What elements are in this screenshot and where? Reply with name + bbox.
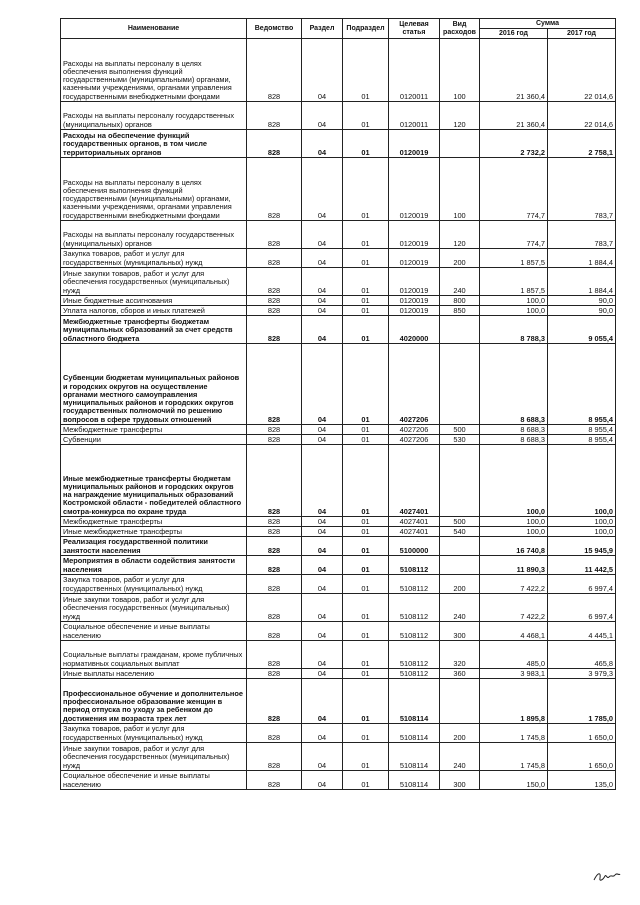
header-expense-type: Вид расходов (440, 19, 480, 39)
table-row (61, 575, 616, 594)
row-expense-type: 500 (440, 425, 480, 435)
row-ministry: 828 (247, 102, 302, 130)
row-sum-2017: 1 884,4 (548, 268, 616, 296)
row-target-article: 5108112 (389, 669, 440, 679)
table-row (61, 622, 616, 641)
row-section: 04 (302, 130, 343, 158)
row-expense-type: 240 (440, 743, 480, 771)
table-row (61, 316, 616, 344)
header-year-2017: 2017 год (548, 29, 616, 39)
row-sum-2016: 485,0 (480, 641, 548, 669)
row-sum-2017: 6 997,4 (548, 575, 616, 594)
row-sum-2016: 100,0 (480, 296, 548, 306)
row-target-article: 5108112 (389, 641, 440, 669)
table-row (61, 537, 616, 556)
row-name: Уплата налогов, сборов и иных платежей (61, 306, 247, 316)
row-name: Межбюджетные трансферты (61, 425, 247, 435)
row-target-article: 5108112 (389, 575, 440, 594)
row-sum-2016: 8 688,3 (480, 344, 548, 425)
row-name: Межбюджетные трансферты бюджетам муниципальных образований за счет средств областного бюджета (61, 316, 247, 344)
row-name: Иные закупки товаров, работ и услуг для обеспечения государственных (муниципальных) нужд (61, 594, 247, 622)
row-target-article: 5108114 (389, 679, 440, 724)
row-target-article: 5100000 (389, 537, 440, 556)
row-sum-2017: 4 445,1 (548, 622, 616, 641)
row-name: Межбюджетные трансферты (61, 517, 247, 527)
table-row (61, 296, 616, 306)
row-target-article: 0120019 (389, 221, 440, 249)
row-subsection: 01 (343, 724, 389, 743)
table-row (61, 268, 616, 296)
row-target-article: 4027206 (389, 344, 440, 425)
row-ministry: 828 (247, 575, 302, 594)
row-sum-2017: 8 955,4 (548, 425, 616, 435)
row-expense-type (440, 679, 480, 724)
row-name: Субвенции (61, 435, 247, 445)
row-sum-2017: 2 758,1 (548, 130, 616, 158)
row-ministry: 828 (247, 306, 302, 316)
row-subsection: 01 (343, 102, 389, 130)
row-expense-type (440, 445, 480, 517)
row-subsection: 01 (343, 669, 389, 679)
row-sum-2016: 21 360,4 (480, 39, 548, 102)
row-name: Иные выплаты населению (61, 669, 247, 679)
row-name: Социальное обеспечение и иные выплаты населению (61, 622, 247, 641)
row-name: Иные межбюджетные трансферты бюджетам муниципальных районов и городских округов на награждение муниципальных образований Костромской области - победителей областного смотра-конкурса по охране труда (61, 445, 247, 517)
row-name: Реализация государственной политики занятости населения (61, 537, 247, 556)
row-sum-2016: 1 857,5 (480, 268, 548, 296)
row-subsection: 01 (343, 316, 389, 344)
row-section: 04 (302, 296, 343, 306)
row-expense-type (440, 130, 480, 158)
row-ministry: 828 (247, 39, 302, 102)
row-name: Мероприятия в области содействия занятости населения (61, 556, 247, 575)
table-row (61, 669, 616, 679)
row-name: Расходы на выплаты персоналу в целях обеспечения выполнения функций государственными (муниципальными) органами, казенными учреждениями, органами управления государственными внебюджетными фондами (61, 158, 247, 221)
row-sum-2016: 4 468,1 (480, 622, 548, 641)
row-target-article: 5108114 (389, 771, 440, 790)
row-ministry: 828 (247, 158, 302, 221)
row-target-article: 4027206 (389, 425, 440, 435)
row-target-article: 5108112 (389, 594, 440, 622)
row-expense-type: 360 (440, 669, 480, 679)
row-ministry: 828 (247, 249, 302, 268)
row-subsection: 01 (343, 306, 389, 316)
row-name: Расходы на выплаты персоналу в целях обеспечения выполнения функций государственными (муниципальными) органами, казенными учреждениями, органами управления государственными внебюджетными фондами (61, 39, 247, 102)
row-sum-2017: 1 650,0 (548, 743, 616, 771)
row-sum-2016: 1 857,5 (480, 249, 548, 268)
header-name: Наименование (61, 19, 247, 39)
row-sum-2016: 100,0 (480, 306, 548, 316)
row-sum-2016: 774,7 (480, 158, 548, 221)
row-sum-2017: 22 014,6 (548, 39, 616, 102)
row-ministry: 828 (247, 425, 302, 435)
table-row (61, 130, 616, 158)
row-ministry: 828 (247, 669, 302, 679)
row-subsection: 01 (343, 296, 389, 306)
table-row (61, 594, 616, 622)
row-section: 04 (302, 268, 343, 296)
row-sum-2016: 100,0 (480, 527, 548, 537)
table-row (61, 527, 616, 537)
row-sum-2017: 100,0 (548, 517, 616, 527)
header-section: Раздел (302, 19, 343, 39)
row-subsection: 01 (343, 641, 389, 669)
row-section: 04 (302, 39, 343, 102)
row-subsection: 01 (343, 771, 389, 790)
row-section: 04 (302, 445, 343, 517)
row-sum-2016: 11 890,3 (480, 556, 548, 575)
row-expense-type: 200 (440, 249, 480, 268)
row-subsection: 01 (343, 743, 389, 771)
row-sum-2017: 465,8 (548, 641, 616, 669)
row-section: 04 (302, 221, 343, 249)
table-body (61, 39, 616, 790)
row-target-article: 5108114 (389, 724, 440, 743)
row-ministry: 828 (247, 641, 302, 669)
row-target-article: 4027401 (389, 445, 440, 517)
table-row (61, 344, 616, 425)
header-target-article: Целевая статья (389, 19, 440, 39)
row-expense-type: 530 (440, 435, 480, 445)
row-section: 04 (302, 556, 343, 575)
table-row (61, 517, 616, 527)
row-ministry: 828 (247, 771, 302, 790)
row-target-article: 4027401 (389, 527, 440, 537)
row-sum-2017: 22 014,6 (548, 102, 616, 130)
row-sum-2017: 6 997,4 (548, 594, 616, 622)
row-expense-type: 120 (440, 102, 480, 130)
row-ministry: 828 (247, 517, 302, 527)
row-target-article: 4020000 (389, 316, 440, 344)
table-row (61, 102, 616, 130)
row-name: Социальные выплаты гражданам, кроме публичных нормативных социальных выплат (61, 641, 247, 669)
row-section: 04 (302, 575, 343, 594)
row-sum-2017: 1 884,4 (548, 249, 616, 268)
row-sum-2017: 100,0 (548, 445, 616, 517)
budget-table (60, 18, 616, 790)
header-subsection: Подраздел (343, 19, 389, 39)
row-ministry: 828 (247, 344, 302, 425)
table-row (61, 556, 616, 575)
row-sum-2017: 100,0 (548, 527, 616, 537)
row-section: 04 (302, 425, 343, 435)
row-subsection: 01 (343, 594, 389, 622)
row-sum-2016: 8 788,3 (480, 316, 548, 344)
row-sum-2017: 135,0 (548, 771, 616, 790)
row-ministry: 828 (247, 130, 302, 158)
table-row (61, 249, 616, 268)
row-section: 04 (302, 527, 343, 537)
row-section: 04 (302, 771, 343, 790)
row-expense-type: 200 (440, 575, 480, 594)
row-target-article: 0120019 (389, 296, 440, 306)
row-ministry: 828 (247, 221, 302, 249)
row-section: 04 (302, 249, 343, 268)
row-expense-type: 200 (440, 724, 480, 743)
row-name: Расходы на обеспечение функций государственных органов, в том числе территориальных органов (61, 130, 247, 158)
row-sum-2016: 8 688,3 (480, 435, 548, 445)
row-subsection: 01 (343, 249, 389, 268)
row-name: Иные бюджетные ассигнования (61, 296, 247, 306)
row-target-article: 0120019 (389, 249, 440, 268)
row-ministry: 828 (247, 724, 302, 743)
row-name: Расходы на выплаты персоналу государственных (муниципальных) органов (61, 221, 247, 249)
row-sum-2016: 7 422,2 (480, 594, 548, 622)
row-subsection: 01 (343, 517, 389, 527)
header-sum: Сумма (480, 19, 616, 29)
row-ministry: 828 (247, 622, 302, 641)
row-section: 04 (302, 679, 343, 724)
row-sum-2017: 783,7 (548, 221, 616, 249)
row-subsection: 01 (343, 158, 389, 221)
row-ministry: 828 (247, 743, 302, 771)
row-subsection: 01 (343, 527, 389, 537)
row-sum-2016: 2 732,2 (480, 130, 548, 158)
table-row (61, 445, 616, 517)
row-ministry: 828 (247, 537, 302, 556)
table-row (61, 743, 616, 771)
row-subsection: 01 (343, 39, 389, 102)
table-row (61, 435, 616, 445)
row-section: 04 (302, 158, 343, 221)
row-ministry: 828 (247, 296, 302, 306)
row-sum-2016: 16 740,8 (480, 537, 548, 556)
row-expense-type (440, 556, 480, 575)
table-row (61, 771, 616, 790)
table-row (61, 39, 616, 102)
row-expense-type (440, 316, 480, 344)
row-name: Закупка товаров, работ и услуг для государственных (муниципальных) нужд (61, 724, 247, 743)
row-section: 04 (302, 594, 343, 622)
row-expense-type: 540 (440, 527, 480, 537)
row-name: Закупка товаров, работ и услуг для государственных (муниципальных) нужд (61, 249, 247, 268)
row-sum-2017: 8 955,4 (548, 344, 616, 425)
row-sum-2017: 1 650,0 (548, 724, 616, 743)
row-section: 04 (302, 316, 343, 344)
row-section: 04 (302, 641, 343, 669)
row-expense-type: 100 (440, 158, 480, 221)
row-sum-2016: 3 983,1 (480, 669, 548, 679)
row-expense-type (440, 537, 480, 556)
row-section: 04 (302, 537, 343, 556)
row-expense-type: 300 (440, 622, 480, 641)
row-subsection: 01 (343, 425, 389, 435)
budget-sheet (60, 18, 615, 790)
row-subsection: 01 (343, 221, 389, 249)
row-sum-2017: 8 955,4 (548, 435, 616, 445)
row-expense-type: 500 (440, 517, 480, 527)
row-sum-2017: 9 055,4 (548, 316, 616, 344)
row-subsection: 01 (343, 344, 389, 425)
row-subsection: 01 (343, 130, 389, 158)
row-sum-2017: 783,7 (548, 158, 616, 221)
row-sum-2017: 15 945,9 (548, 537, 616, 556)
row-target-article: 4027401 (389, 517, 440, 527)
row-target-article: 0120011 (389, 102, 440, 130)
row-ministry: 828 (247, 445, 302, 517)
row-subsection: 01 (343, 575, 389, 594)
row-sum-2016: 100,0 (480, 517, 548, 527)
table-row (61, 158, 616, 221)
row-section: 04 (302, 102, 343, 130)
row-sum-2016: 1 745,8 (480, 743, 548, 771)
row-ministry: 828 (247, 556, 302, 575)
row-expense-type: 120 (440, 221, 480, 249)
row-section: 04 (302, 743, 343, 771)
row-name: Субвенции бюджетам муниципальных районов и городских округов на осуществление органами местного самоуправления муниципальных районов и городских округов государственных полномочий по решению вопросов в сфере трудовых отношений (61, 344, 247, 425)
row-name: Иные закупки товаров, работ и услуг для обеспечения государственных (муниципальных) нужд (61, 743, 247, 771)
row-section: 04 (302, 435, 343, 445)
table-row (61, 641, 616, 669)
row-sum-2017: 90,0 (548, 306, 616, 316)
row-target-article: 5108112 (389, 556, 440, 575)
row-expense-type: 240 (440, 594, 480, 622)
row-target-article: 0120011 (389, 39, 440, 102)
row-sum-2016: 8 688,3 (480, 425, 548, 435)
row-sum-2016: 1 895,8 (480, 679, 548, 724)
row-section: 04 (302, 306, 343, 316)
row-expense-type: 300 (440, 771, 480, 790)
row-target-article: 0120019 (389, 130, 440, 158)
table-row (61, 679, 616, 724)
row-target-article: 4027206 (389, 435, 440, 445)
row-sum-2016: 21 360,4 (480, 102, 548, 130)
row-expense-type: 800 (440, 296, 480, 306)
row-target-article: 0120019 (389, 158, 440, 221)
row-sum-2016: 100,0 (480, 445, 548, 517)
header-ministry: Ведомство (247, 19, 302, 39)
row-sum-2016: 150,0 (480, 771, 548, 790)
table-row (61, 221, 616, 249)
row-sum-2017: 3 979,3 (548, 669, 616, 679)
row-expense-type: 100 (440, 39, 480, 102)
row-target-article: 0120019 (389, 268, 440, 296)
row-target-article: 0120019 (389, 306, 440, 316)
row-section: 04 (302, 669, 343, 679)
row-section: 04 (302, 724, 343, 743)
row-ministry: 828 (247, 435, 302, 445)
row-subsection: 01 (343, 435, 389, 445)
table-row (61, 724, 616, 743)
row-subsection: 01 (343, 622, 389, 641)
handwritten-initials (592, 868, 622, 884)
row-ministry: 828 (247, 316, 302, 344)
row-target-article: 5108114 (389, 743, 440, 771)
row-sum-2016: 1 745,8 (480, 724, 548, 743)
table-row (61, 306, 616, 316)
row-expense-type: 320 (440, 641, 480, 669)
row-sum-2017: 90,0 (548, 296, 616, 306)
row-ministry: 828 (247, 679, 302, 724)
table-header (61, 19, 616, 39)
row-name: Расходы на выплаты персоналу государственных (муниципальных) органов (61, 102, 247, 130)
row-name: Профессиональное обучение и дополнительное профессиональное образование женщин в период отпуска по уходу за ребенком до достижения им возраста трех лет (61, 679, 247, 724)
row-sum-2017: 1 785,0 (548, 679, 616, 724)
row-name: Закупка товаров, работ и услуг для государственных (муниципальных) нужд (61, 575, 247, 594)
header-year-2016: 2016 год (480, 29, 548, 39)
row-target-article: 5108112 (389, 622, 440, 641)
row-section: 04 (302, 344, 343, 425)
row-subsection: 01 (343, 679, 389, 724)
row-sum-2016: 774,7 (480, 221, 548, 249)
row-section: 04 (302, 622, 343, 641)
table-row (61, 425, 616, 435)
row-sum-2016: 7 422,2 (480, 575, 548, 594)
row-subsection: 01 (343, 268, 389, 296)
row-subsection: 01 (343, 556, 389, 575)
row-expense-type (440, 344, 480, 425)
row-expense-type: 240 (440, 268, 480, 296)
row-section: 04 (302, 517, 343, 527)
row-sum-2017: 11 442,5 (548, 556, 616, 575)
row-name: Социальное обеспечение и иные выплаты населению (61, 771, 247, 790)
row-ministry: 828 (247, 268, 302, 296)
row-expense-type: 850 (440, 306, 480, 316)
row-ministry: 828 (247, 527, 302, 537)
row-name: Иные межбюджетные трансферты (61, 527, 247, 537)
row-subsection: 01 (343, 537, 389, 556)
row-ministry: 828 (247, 594, 302, 622)
row-subsection: 01 (343, 445, 389, 517)
row-name: Иные закупки товаров, работ и услуг для обеспечения государственных (муниципальных) нужд (61, 268, 247, 296)
